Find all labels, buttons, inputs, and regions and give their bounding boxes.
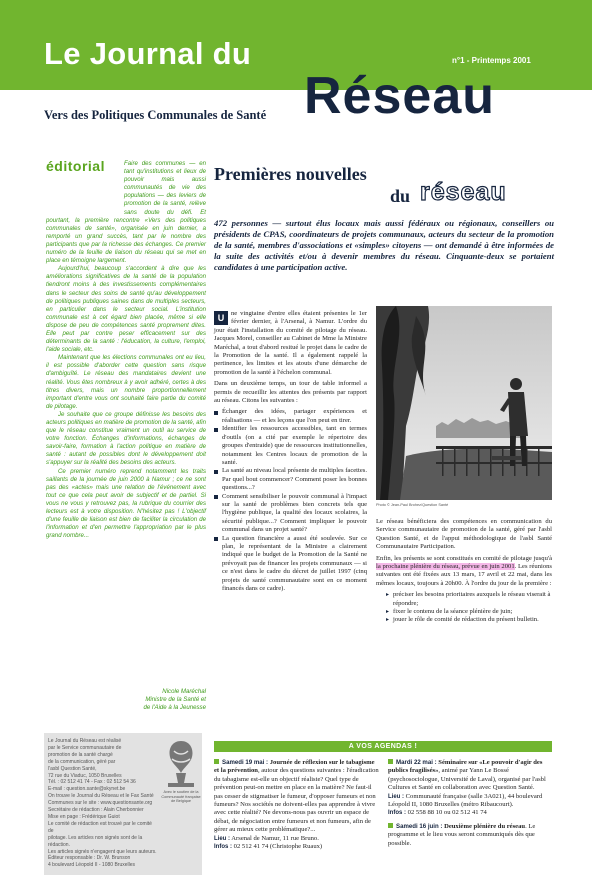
agenda-date: Samedi 16 juin : xyxy=(396,822,443,830)
agenda-left-column xyxy=(214,759,380,856)
list-item: Comment sensibiliser le pouvoir communal à l'impact sur la santé de problèmes bien concrets tels que l'hygiène publique, la qualité des locaux scolaires, la sécurité publique...? Comment impliquer le pouvoir communal dans un projet santé? xyxy=(214,493,367,535)
article-photo xyxy=(376,306,552,500)
editorial-paragraph: Aujourd'hui, beaucoup s'accordent à dire que les améliorations significatives de la santé de la population tiendront moins à des investissements complémentaires dans le secteur des soins de santé qu'au développement de politiques publiques saines dans de multiples secteurs, en particulier dans le secteur social. L'institution communale est à cet égard bien placée, même si elle dispose de peu de compétences santé proprement dites. Elle peut par contre peser efficacement sur des déterminants de la santé : l'éducation, la culture, l'emploi, l'aide sociale, etc. xyxy=(46,265,206,354)
editorial-label: éditorial xyxy=(46,158,105,174)
colophon-line: de la communication, géré par xyxy=(48,758,116,765)
masthead-title-line2: Réseau xyxy=(304,67,495,125)
article-paragraph xyxy=(214,310,367,377)
agenda-event-text: , animé par Yann Le Bossé (psychosociologue, Université de Laval), organisé par l'asbl Cultures et Santé en collaboration avec Question Santé. xyxy=(388,767,546,792)
list-item: La question financière a aussi été soulevée. Sur ce plan, le représentant de la Ministre a clairement indiqué que le budget de la Promotion de la Santé ne prévoyait pas de financer les projets communaux — si ce n'est dans le cadre du décret de juillet 1997 (cinq projets de santé communautaire sont en ce moment financés dans ce cadre). xyxy=(214,535,367,594)
dropcap: U xyxy=(214,311,228,325)
list-item: Échanger des idées, partager expériences et réalisations — et les leçons que l'on peut en tirer. xyxy=(214,408,367,425)
agenda-lieu-label: Lieu : xyxy=(214,835,230,842)
article-paragraph-text: ne vingtaine d'entre elles étaient présentes le 1er février dernier, à l'Arsenal, à Namur. L'ordre du jour était l'installation du comité de pilotage du réseau. Jacques Morel, conseiller au Cabinet de Mme la Ministre Maréchal, a tout d'abord resitué le projet dans le cadre de la Promotion de la santé. Il a également rappelé la pertinence, les limites et les atouts d'une démarche de promotion de la santé à l'échelon communal. xyxy=(214,310,367,376)
agenda-infos-label: Infos : xyxy=(214,844,232,851)
article-title-main: Premières nouvelles xyxy=(214,164,367,184)
editorial-paragraph: Ce premier numéro reprend notamment les traits saillants de la journée de juin 2000 à Namur ; ce ne sont pas des «actes» mais une relation de l'événement avec tout ce que cela peut avoir de subjectif et de partiel. Si vous ne vous y retrouvez pas, la rubrique du courrier des lecteurs est à votre disposition. N'hésitez pas ! L'objectif d'une feuille de liaison est bien de faciliter la circulation de l'information et d'en permettre l'appropriation par le plus grand nombre... xyxy=(46,467,206,540)
agenda-event-title: Séminaire sur «Le pouvoir d'agir des publics fragilisés» xyxy=(388,759,543,775)
editorial-body xyxy=(46,160,206,540)
colophon-line: 4 boulevard Léopold II - 1080 Bruxelles xyxy=(48,862,136,869)
editorial-paragraph: Faire des communes — en tant qu'institutions et lieux de pouvoir mais aussi communautés de vie des populations — des leviers de promotion de la santé, relève sans doute du défi. Et pourtant, la première rencontre «Vers des politiques communales de santé», organisée en juin dernier, a remporté un grand succès, tant par le nombre des participants que par la richesse des échanges. Ce premier numéro de la feuille de liaison du réseau qui se met en place en témoigne largement. xyxy=(46,160,206,265)
agenda-event-title: Journée de réflexion sur le tabagisme et la prévention xyxy=(214,759,375,775)
colophon-line: Communes sur le site : www.questionsante.org xyxy=(48,800,153,807)
signature-role: de l'Aide à la Jeunesse xyxy=(143,704,206,712)
article-text: . Les réunions suivantes ont été fixées aux 13 mars, 17 avril et 22 mai, dans les mêmes locaux, toujours à 20h00. À l'ordre du jour de la première : xyxy=(376,563,552,587)
list-item: ▸ jouer le rôle de comité de rédaction du présent bulletin. xyxy=(386,616,552,624)
list-item: ▸ préciser les besoins prioritaires auxquels le réseau viserait à répondre; xyxy=(386,591,552,608)
masthead-title-line1: Le Journal du xyxy=(44,36,252,71)
signature-role: Ministre de la Santé et xyxy=(145,696,206,704)
communaute-francaise-logo-icon xyxy=(160,737,202,792)
expectations-list xyxy=(214,408,367,593)
agenda-event-text: . Le programme et le lieu vous seront communiqués dès que possible. xyxy=(388,822,536,847)
agenda-infos-label: Infos : xyxy=(388,810,406,817)
list-item: ▸ fixer le contenu de la séance plénière de juin; xyxy=(386,608,552,616)
article-title-du: du xyxy=(390,186,411,206)
colophon-line: Les articles signés n'engagent que leurs auteurs. xyxy=(48,848,157,855)
colophon-line: pilotage. Les articles non signés sont de la rédaction. xyxy=(48,834,143,848)
agenda-lieu: Communauté française (salle 3A021), 44 boulevard Léopold II, 1080 Bruxelles (métro Ribaucourt). xyxy=(388,792,543,809)
list-item: Identifier les ressources accessibles, tant en termes d'outils (on a cité par exemple le répertoire des groupes d'entraide) que de ressources institutionnelles, notamment les Centres locaux de promotion de la santé. xyxy=(214,425,367,467)
colophon-line: Tél. : 02 512 41 74 - Fax : 02 512 54 36 xyxy=(48,779,136,786)
agenda-date: Mardi 22 mai : xyxy=(396,759,437,766)
agenda-date: Samedi 19 mai : xyxy=(222,759,269,766)
agenda-item xyxy=(214,759,380,851)
colophon-line: promotion de la santé chargé xyxy=(48,751,113,758)
article-title-reseau: réseau xyxy=(420,178,507,206)
agenda-infos: 02 558 88 10 ou 02 512 41 74 xyxy=(407,809,487,817)
logo-caption: Avec le soutien de la Communauté française de Belgique xyxy=(161,790,201,804)
agenda-item xyxy=(388,759,554,818)
photo-credit: Photo © Jean-Paul Brohez/Question Santé xyxy=(376,503,449,507)
colophon-line: Secrétaire de rédaction : Alain Cherbonnier xyxy=(48,807,144,814)
article-paragraph: Le réseau bénéficiera des compétences en communication du Service communautaire de promotion de la santé, géré par l'asbl Question Santé, et de l'appui méthodologique de l'asbl Santé Communautaire Participation. xyxy=(376,518,552,551)
colophon-line: Le comité de rédaction est trouvé par le comité de xyxy=(48,820,152,834)
bullet-square-icon xyxy=(388,823,393,828)
editorial-paragraph: Maintenant que les élections communales ont eu lieu, il est possible d'aborder cette question sans risque d'ambiguïté. Le réseau des mandataires devient une réalité. Vous êtes nombreux à y avoir adhéré, certes à des titres divers, mais un nombre proportionnellement important d'entre vous ont souhaité faire partie du comité de pilotage. xyxy=(46,354,206,410)
agenda-lieu-label: Lieu : xyxy=(388,793,404,800)
masthead-subtitle: Vers des Politiques Communales de Santé xyxy=(44,108,267,122)
agenda-topics-list xyxy=(376,591,552,625)
highlighted-text: la prochaine plénière du réseau, prévue en juin 2001 xyxy=(376,563,515,571)
colophon-text xyxy=(48,738,158,869)
agenda-infos: 02 512 41 74 (Christophe Ruaux) xyxy=(233,843,323,851)
colophon-line: l'asbl Question Santé, xyxy=(48,765,97,772)
article-right-column xyxy=(376,518,552,625)
colophon-line: Mise en page : Frédérique Guiot xyxy=(48,813,120,820)
colophon-line: 72 rue du Viaduc, 1050 Bruxelles xyxy=(48,772,122,779)
article-body-column xyxy=(214,310,367,593)
agenda-event-text: , autour des questions suivantes : l'éradication du tabagisme est-elle un objectif réaliste? Quel type de prévention peut-on mettre en place en la matière? Ne faut-il pas cesser de stigmatiser le fumeur, d'opposer fumeurs et non fumeurs? Nos sociétés ne doivent-elles pas apprendre à vivre avec cette réalité? Ne devons-nous pas ouvrir un espace de débat, de négociation entre fumeurs et non fumeurs, afin de gérer au mieux cette problématique?... xyxy=(214,767,379,834)
signature-name: Nicole Maréchal xyxy=(162,688,206,695)
article-lead: 472 personnes — surtout élus locaux mais aussi fédéraux ou régionaux, conseillers ou présidents de CPAS, coordinateurs de projets communaux, acteurs du secteur de la promotion de la santé, membres d'associations et «simples» citoyens — ont demandé à être informées de la suite des activités et/ou à devenir membres du réseau. Cinquante-deux se portaient candidates à une participation active. xyxy=(214,218,554,273)
agenda-right-column xyxy=(388,759,554,853)
list-item: La santé au niveau local présente de multiples facettes. Par quel bout commencer? Comment poser les bonnes questions...? xyxy=(214,467,367,492)
editorial-label-spacer xyxy=(46,160,124,216)
colophon-line: On trouve le Journal du Réseau et le Fax Santé xyxy=(48,793,154,800)
bullet-square-icon xyxy=(214,759,219,764)
article-paragraph xyxy=(376,555,552,589)
colophon-line: par le Service communautaire de xyxy=(48,744,122,751)
editorial-paragraph: Je souhaite que ce groupe définisse les besoins des acteurs politiques en matière de promotion de la santé, afin que le réseau constitue vraiment un outil au service de votre fonction. Échanges d'informations, échanges de savoir-faire, formation à l'action politique en matière de santé : autant de possibles dont le développement doit s'appuyer sur la réalité des besoins des acteurs. xyxy=(46,410,206,467)
editorial-signature xyxy=(120,688,206,713)
agenda-event-title: Deuxième plénière du réseau xyxy=(444,822,526,830)
agenda-title: A VOS AGENDAS ! xyxy=(348,743,418,750)
article-paragraph: Dans un deuxième temps, un tour de table informel a permis de recueillir les attentes des présents par rapport au réseau. Citons les suivantes : xyxy=(214,380,367,405)
bullet-square-icon xyxy=(388,759,393,764)
issue-number: n°1 - Printemps 2001 xyxy=(452,56,531,65)
agenda-item xyxy=(388,823,554,848)
agenda-lieu: Arsenal de Namur, 11 rue Bruno. xyxy=(231,834,319,842)
colophon-line: Le Journal du Réseau est réalisé xyxy=(48,738,122,744)
colophon-line: Éditeur responsable : Dr. W. Brunson xyxy=(48,855,131,862)
colophon-line: E-mail : question.sante@skynet.be xyxy=(48,786,126,793)
article-text: Enfin, les présents se sont constitués en comité de pilotage jusqu'à xyxy=(376,554,552,562)
